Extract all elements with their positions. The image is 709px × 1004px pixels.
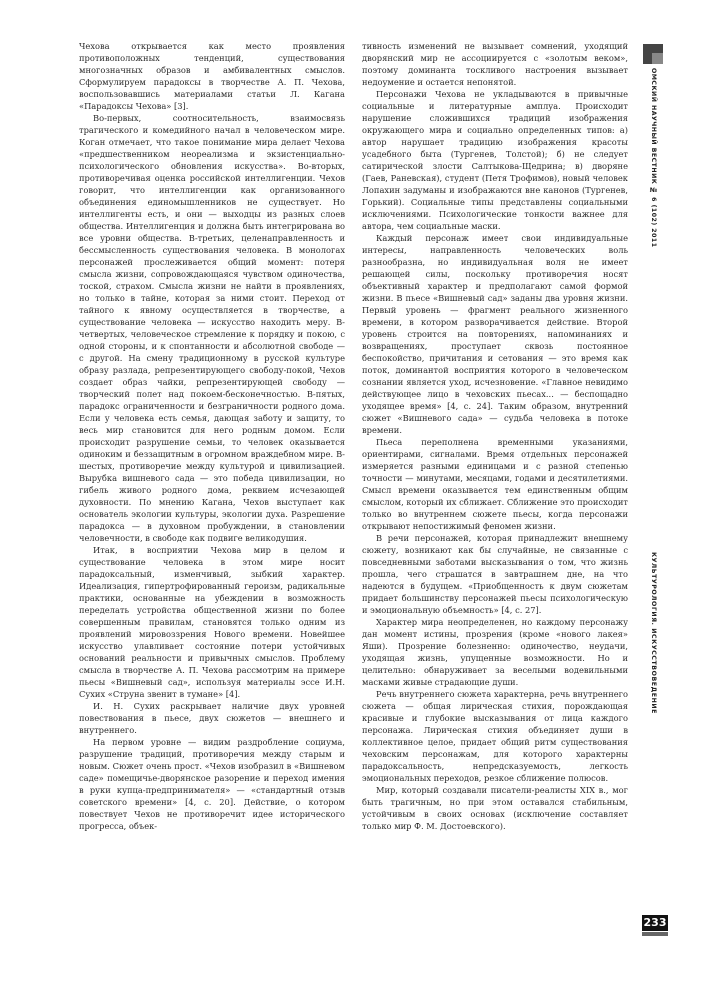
journal-sidebar (640, 44, 666, 984)
paragraph: Итак, в восприятии Чехова мир в целом и существование человека в этом мире носит парадоксальный, изменчивый, зыбкий характер. Идеализация, гипертрофированный героизм, радикальные практики, основанные на убеждении в возможность переделать устройства общественной жизни по более совершенным правилам, становятся только одним из проявлений мировоззрения Нового времени. Новейшее искусство улавливает состояние потери устойчивых оснований реальности и привычных смыслов. Проблему смысла в творчестве А. П. Чехова рассмотрим на примере пьесы «Вишневый сад», используя материалы эссе И.Н. Сухих «Струна звенит в тумане» [4]. (79, 545, 345, 699)
paragraph: Пьеса переполнена временными указаниями, ориентирами, сигналами. Время отдельных персонажей измеряется разными единицами и с разной степенью точности — минутами, месяцами, годами и десятилетиями. Смысл времени оказывается тем единственным общим смыслом, который их сближает. Сближение это происходит только во внутреннем сюжете пьесы, когда персонажи открывают непостижимый феномен жизни. (362, 437, 628, 531)
section-rubric: КУЛЬТУРОЛОГИЯ. ИСКУССТВОВЕДЕНИЕ (650, 552, 657, 714)
running-title: ОМСКИЙ НАУЧНЫЙ ВЕСТНИК № 6 (102) 2011 (650, 68, 657, 248)
paragraph: Каждый персонаж имеет свои индивидуальные интересы, направленность человеческих воль разнообразна, но индивидуальная воля не имеет решающей силы, поскольку противоречия носят объективный характер и предполагают самой формой жизни. В пьесе «Вишневый сад» заданы два уровня жизни. Первый уровень — фрагмент реального жизненного времени, в котором разворачивается действие. Второй уровень строится на повторениях, напоминаниях и возвращениях, проступает сквозь постоянное беспокойство, причитания и сетования — это время как поток, доминантой восприятия которого в человеческом сознании является уход, исчезновение. «Главное невидимо действующее лицо в чеховских пьесах... — беспощадно уходящее время» [4, с. 24]. Таким образом, внутренний сюжет «Вишневого сада» — судьба человека в потоке времени. (362, 233, 628, 435)
paragraph: Персонажи Чехова не укладываются в привычные социальные и литературные амплуа. Происходит нарушение сложившихся традиций изображения окружающего мира и социально определенных типов: а) автор нарушает традицию изображения красоты усадебного быта (Тургенев, Толстой); б) не следует сатирической злости Салтыкова-Щедрина; в) дворяне (Гаев, Раневская), студент (Петя Трофимов), новый человек Лопахин задуманы и изображаются вне канонов (Тургенев, Горький). Социальные типы представлены социальными исключениями. Психологические тонкости важнее для автора, чем социальные маски. (362, 89, 628, 231)
paragraph: Речь внутреннего сюжета характерна, речь внутреннего сюжета — общая лирическая стихия, порождающая красивые и глубокие высказывания от лица каждого персонажа. Лирическая стихия объединяет души в коллективное целое, придает общий ритм существования чеховским персонажам, для которого характерны парадоксальность, непредсказуемость, легкость эмоциональных переходов, резкое сближение полюсов. (362, 689, 628, 783)
paragraph: тивность изменений не вызывает сомнений, уходящий дворянский мир не ассоциируется с «золотым веком», поэтому доминанта тоскливого настроения вызывает недоумение и остается непонятой. (362, 41, 628, 87)
paragraph: Характер мира неопределенен, но каждому персонажу дан момент истины, прозрения (кроме «нового лакея» Яши). Прозрение болезненно: одиночество, неудачи, уходящая жизнь, упущенные возможности. Но и целительно: обнаруживает за веселыми водевильными масками живые страдающие души. (362, 617, 628, 687)
paragraph: В речи персонажей, которая принадлежит внешнему сюжету, возникают как бы случайные, не связанные с повседневными заботами высказывания о том, что жизнь прошла, чего страшатся в завтрашнем дне, на что надеются в будущем. «Приобщенность к двум сюжетам придает большинству персонажей пьесы психологическую и эмоциональную объемность» [4, с. 27]. (362, 533, 628, 615)
paragraph: Чехова открывается как место проявления противоположных тенденций, существования многозначных образов и амбивалентных смыслов. Сформулируем парадоксы в творчестве А. П. Чехова, воспользовавшись материалами статьи Л. Кагана «Парадоксы Чехова» [3]. (79, 41, 345, 111)
left-column (79, 40, 345, 832)
page-number-bar (642, 932, 668, 936)
paragraph: И. Н. Сухих раскрывает наличие двух уровней повествования в пьесе, двух сюжетов — внешнего и внутреннего. (79, 701, 345, 735)
paragraph: Мир, который создавали писатели-реалисты XIX в., мог быть трагичным, но при этом оставался стабильным, устойчивым в своих основах (исключение составляет только мир Ф. М. Достоевского). (362, 785, 628, 831)
paragraph: Во-первых, соотносительность, взаимосвязь трагического и комедийного начал в человеческом мире. Коган отмечает, что такое понимание мира делает Чехова «предшественником неореализма и экзистенциально-психологического обновления искусства». Во-вторых, противоречивая оценка российской интеллигенции. Чехов говорит, что интеллигенции как организованного объединения единомышленников не существует. Но интеллигенты есть, и они — выходцы из разных слоев общества. Интеллигенция и должна быть интегрирована во все уровни общества. В-третьих, целенаправленность и бессмысленность существования человека. В монологах персонажей прослеживается общий момент: потеря смысла жизни, сопровождающаяся чувством одиночества, тоской, страхом. Смысла жизни не найти в проявлениях, но только в тайне, которая за ними стоит. Переход от тайного к явному осуществляется в творчестве, а существование человека — искусство находить меру. В-четвертых, человеческое стремление к порядку и покою, с одной стороны, и к спонтанности и абсолютной свободе — с другой. На смену традиционному в русской культуре образу разлада, репрезентирующего свободу-покой, Чехов создает образ чайки, репрезентирующей свободу — творческий полет над покоем-бесконечностью. В-пятых, парадокс ограниченности и безграничности родного дома. Если у человека есть семья, дающая заботу и защиту, то весь мир становится для него родным домом. Если происходит разрушение семьи, то человек оказывается одиноким и беззащитным в огромном враждебном мире. В-шестых, противоречие между культурой и цивилизацией. Вырубка вишневого сада — это победа цивилизации, но гибель живого родного дома, реквием исчезающей духовности. По мнению Кагана, Чехов выступает как основатель экологии культуры, экологии духа. Разрешение парадокса — в духовном пробуждении, в становлении человечности, в свободе как подвиге великодушия. (79, 113, 345, 543)
journal-logo-square (643, 44, 663, 64)
right-column (362, 40, 628, 832)
paragraph: На первом уровне — видим раздробление социума, разрушение традиций, противоречия между старым и новым. Сюжет очень прост. «Чехов изобразил в «Вишневом саде» помещичье-дворянское разорение и переход имения в руки купца-предпринимателя» — «стандартный отзыв советского времени» [4, с. 20]. Действие, о котором повествует Чехов не противоречит идее исторического прогресса, объек- (79, 737, 345, 831)
page-number: 233 (643, 916, 667, 929)
